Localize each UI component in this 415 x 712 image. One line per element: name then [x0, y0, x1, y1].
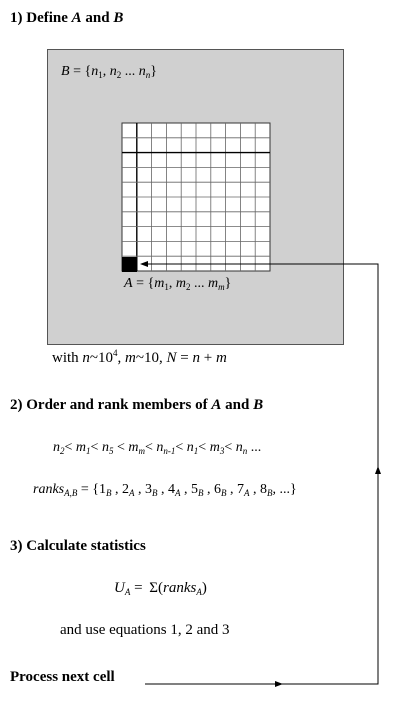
- rank-value: 5: [191, 482, 198, 497]
- step3-heading: 3) Calculate statistics: [10, 538, 146, 554]
- ordering-term: m: [75, 440, 87, 455]
- ordering-operator: <: [198, 440, 210, 455]
- step1-heading-a: A: [71, 10, 82, 26]
- ordering-term: n: [186, 440, 194, 455]
- ordering-term-sub: n: [242, 446, 248, 456]
- ordering-operator: <: [224, 440, 236, 455]
- rank-value-group: A: [129, 488, 135, 498]
- parameters-line: with $n\sim 10^4$, m~10, N = n + m: [52, 348, 227, 366]
- rank-separator: ,: [203, 482, 214, 497]
- ordering-term-sub: m: [138, 446, 145, 456]
- rank-separator: ,: [249, 482, 260, 497]
- arrow-right-marker: [275, 681, 283, 687]
- cell-grid: [122, 123, 270, 271]
- rank-separator: ,: [157, 482, 168, 497]
- set-b-definition: $B = \{n_1$, $n_2$ ... $n_n$}: [61, 64, 157, 80]
- rank-value-group: B: [106, 488, 112, 498]
- ordering-term: m: [128, 440, 139, 455]
- highlighted-cell: [122, 257, 137, 272]
- rank-value: 6: [214, 482, 221, 497]
- rank-value-group: B: [221, 488, 227, 498]
- ordering-operator: <: [175, 440, 187, 455]
- ranks-items: [99, 482, 276, 497]
- ordering-operator: <: [113, 440, 129, 455]
- rank-value: 3: [145, 482, 152, 497]
- rank-value-group: A: [244, 488, 250, 498]
- rank-value: 2: [122, 482, 129, 497]
- ordering-term: n: [235, 440, 243, 455]
- u-statistic-formula: $U_A$ = Σ(ranks$_A$): [114, 580, 207, 597]
- rank-value: 4: [168, 482, 175, 497]
- ordering-term: n: [101, 440, 109, 455]
- ordering-term: n: [53, 440, 60, 455]
- ordering-operator: <: [64, 440, 76, 455]
- ordering-term-sub: 3: [219, 446, 225, 456]
- ordering-term: m: [209, 440, 220, 455]
- ordering-operator: <: [90, 440, 102, 455]
- arrow-up-marker: [375, 466, 381, 474]
- process-next-label: Process next cell: [10, 669, 115, 685]
- ordering-term-sub: 2: [60, 446, 65, 456]
- set-a-definition: $A = \{m_1$, $m_2$ ... $m_m$}: [124, 276, 232, 292]
- rank-value: 7: [237, 482, 244, 497]
- step1-heading-b: B: [113, 10, 124, 26]
- rank-separator: ,: [111, 482, 122, 497]
- ordering-term-sub: 1: [193, 446, 199, 456]
- rank-value-group: B: [267, 488, 273, 498]
- rank-value-group: B: [198, 488, 204, 498]
- ordering-term-sub: 1: [86, 446, 91, 456]
- ordering-line: [53, 440, 261, 456]
- ordering-term-sub: 5: [108, 446, 114, 456]
- ordering-term: n: [156, 440, 164, 455]
- rank-separator: ,: [226, 482, 237, 497]
- rank-separator: ,: [272, 482, 276, 497]
- step2-heading: 2) Order and rank members of A and B: [10, 397, 264, 413]
- ranks-line: ranks$_{A,B}$ = {$1_B$ , $2_A$ , $3_B$ , $4_A$ , $5_B$ , $6_B$ , $7_A$ , $8_B$, ...}: [33, 482, 297, 498]
- rank-value: 1: [99, 482, 106, 497]
- loop-line: [145, 264, 378, 684]
- rank-value: 8: [260, 482, 267, 497]
- ordering-term-sub: n-1: [163, 446, 176, 456]
- rank-value-group: A: [175, 488, 181, 498]
- equations-note: and use equations 1, 2 and 3: [60, 622, 230, 638]
- rank-separator: ,: [180, 482, 191, 497]
- ordering-operator: <: [144, 440, 157, 455]
- rank-value-group: B: [152, 488, 158, 498]
- step1-heading-and: and: [81, 10, 114, 26]
- ordering-operator: ...: [247, 440, 262, 455]
- step1-heading-text: 1) Define: [10, 10, 72, 26]
- rank-separator: ,: [134, 482, 145, 497]
